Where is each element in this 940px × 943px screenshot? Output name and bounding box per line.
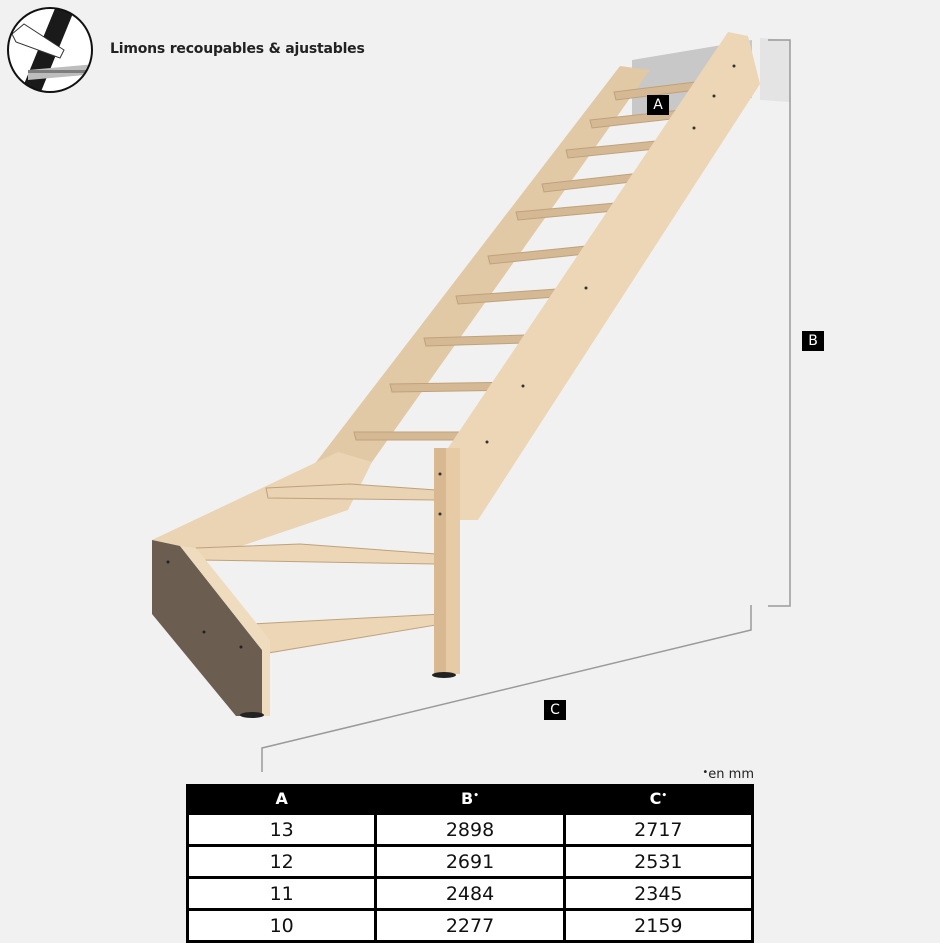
newel-post — [432, 448, 460, 678]
cell-length: 2345 — [564, 878, 752, 910]
table-row — [188, 814, 753, 846]
column-header-a: A — [188, 784, 376, 814]
table-row — [188, 846, 753, 878]
cell-height: 2691 — [376, 846, 564, 878]
table-row — [188, 878, 753, 910]
feature-label: Limons recoupables & ajustables — [110, 41, 365, 57]
table-header-row — [188, 784, 753, 814]
dimension-tag-c: C — [544, 700, 566, 720]
unit-note: •en mm — [702, 767, 754, 782]
table-row — [188, 910, 753, 942]
bottom-side-panel — [152, 540, 270, 718]
cell-steps: 12 — [188, 846, 376, 878]
cell-steps: 10 — [188, 910, 376, 942]
dimension-tag-b: B — [802, 331, 824, 351]
dimension-tag-a: A — [647, 95, 669, 115]
column-header-b: B• — [376, 784, 564, 814]
cell-steps: 11 — [188, 878, 376, 910]
cell-height: 2277 — [376, 910, 564, 942]
cell-length: 2159 — [564, 910, 752, 942]
dimensions-table — [186, 784, 754, 943]
cell-height: 2898 — [376, 814, 564, 846]
cell-steps: 13 — [188, 814, 376, 846]
cell-length: 2717 — [564, 814, 752, 846]
cell-height: 2484 — [376, 878, 564, 910]
cell-length: 2531 — [564, 846, 752, 878]
column-header-c: C• — [564, 784, 752, 814]
lower-inner-stringer — [152, 452, 372, 560]
